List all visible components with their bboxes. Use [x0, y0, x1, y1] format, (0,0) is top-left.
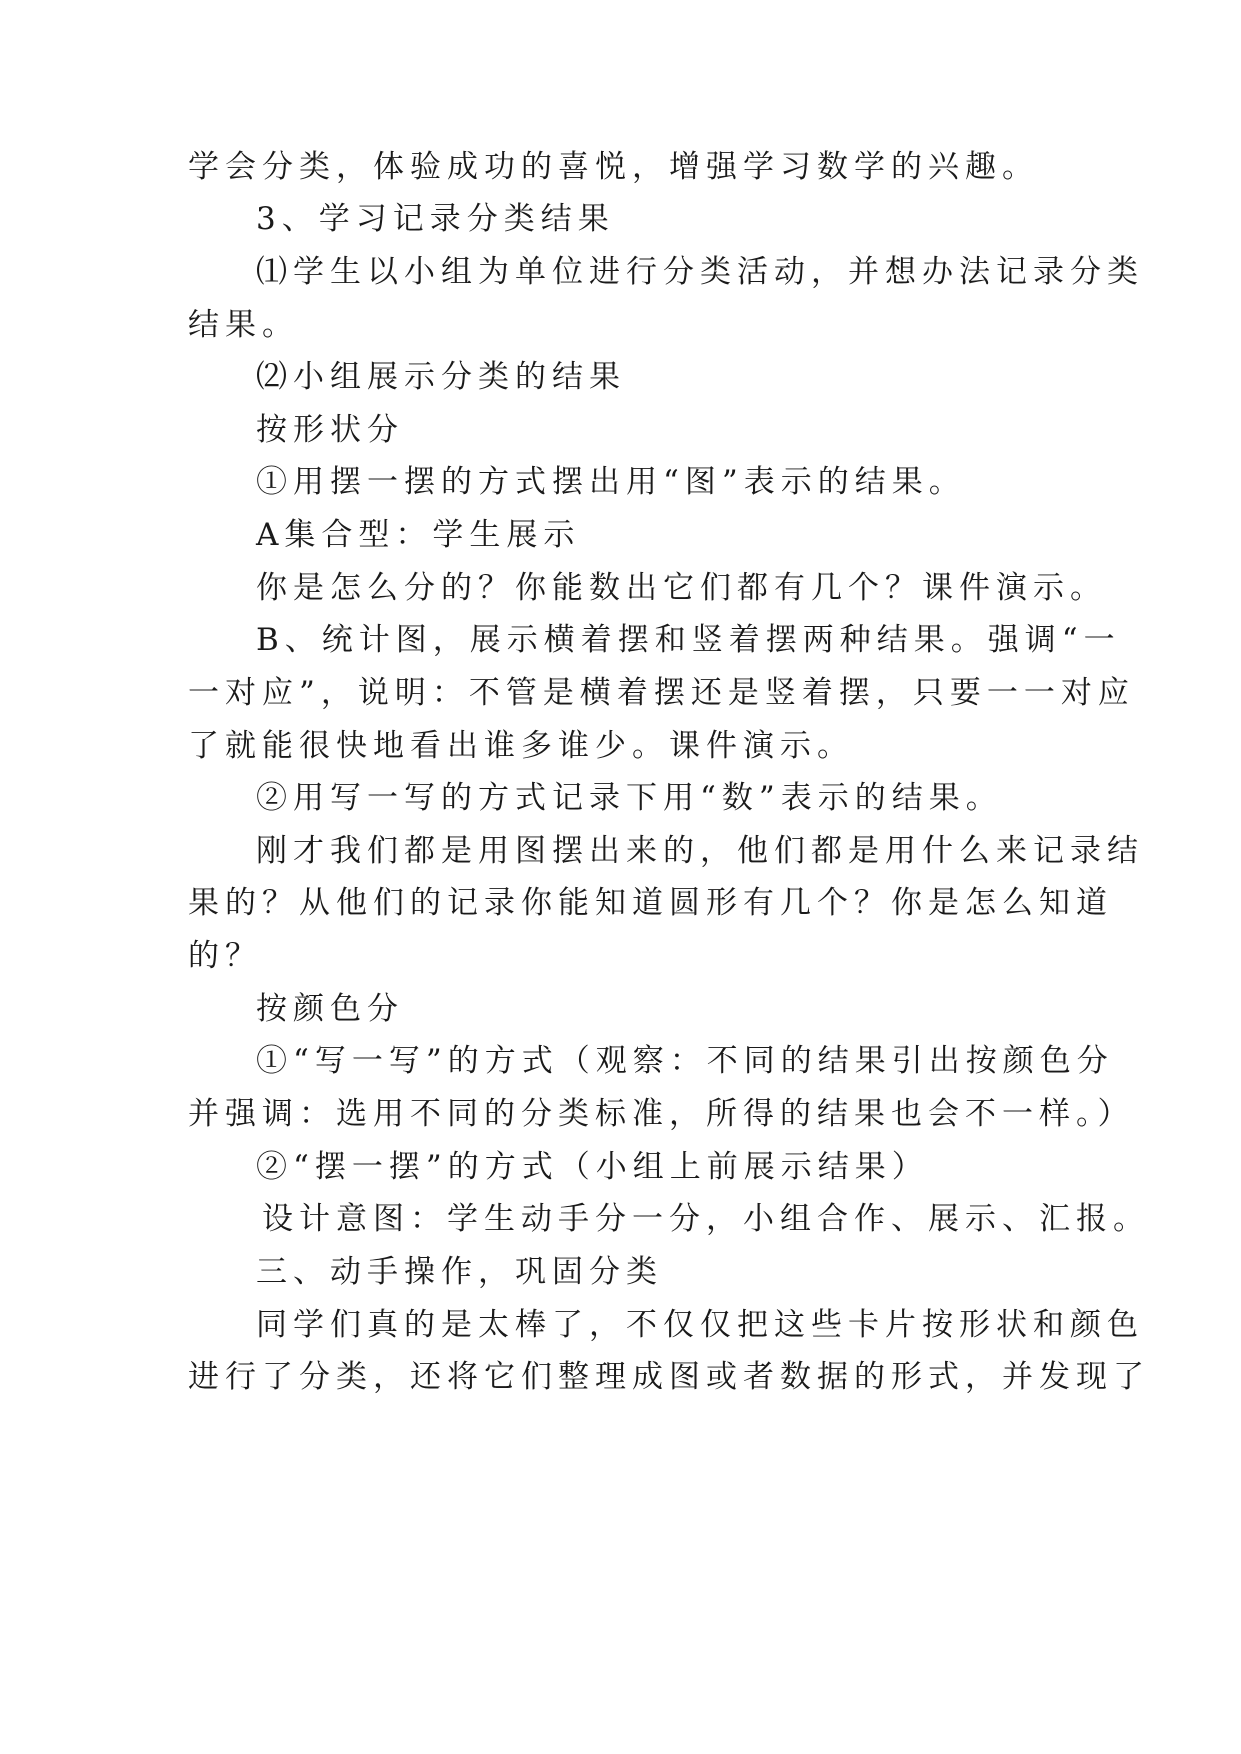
text-line-3: ⑴学生以小组为单位进行分类活动，并想办法记录分类 — [256, 254, 1144, 290]
text-line-1: 学会分类，体验成功的喜悦，增强学习数学的兴趣。 — [188, 149, 1039, 185]
text-line-16: 的？ — [188, 938, 262, 974]
text-line-23: 同学们真的是太棒了，不仅仅把这些卡片按形状和颜色 — [256, 1307, 1144, 1343]
section-heading-3: 3、学习记录分类结果 — [256, 201, 615, 237]
text-line-19: 并强调：选用不同的分类标准，所得的结果也会不一样。） — [188, 1096, 1135, 1132]
text-line-12: 了就能很快地看出谁多谁少。课件演示。 — [188, 728, 854, 764]
subheading-by-shape: 按形状分 — [256, 412, 404, 448]
text-line-10: B、统计图，展示横着摆和竖着摆两种结果。强调“一 — [256, 622, 1121, 658]
text-line-13: ②用写一写的方式记录下用“数”表示的结果。 — [256, 780, 1003, 816]
text-line-14: 刚才我们都是用图摆出来的，他们都是用什么来记录结 — [256, 833, 1144, 869]
text-line-11: 一对应”，说明：不管是横着摆还是竖着摆，只要一一对应 — [188, 675, 1135, 711]
text-line-9: 你是怎么分的？你能数出它们都有几个？课件演示。 — [256, 570, 1107, 606]
text-line-7: ①用摆一摆的方式摆出用“图”表示的结果。 — [256, 464, 966, 500]
text-line-5: ⑵小组展示分类的结果 — [256, 359, 626, 395]
section-heading-three: 三、动手操作，巩固分类 — [256, 1254, 663, 1290]
text-line-20: ②“摆一摆”的方式（小组上前展示结果） — [256, 1149, 929, 1185]
text-line-18: ①“写一写”的方式（观察：不同的结果引出按颜色分 — [256, 1043, 1114, 1079]
design-intent-line: 设计意图：学生动手分一分，小组合作、展示、汇报。 — [262, 1201, 1150, 1237]
text-line-24: 进行了分类，还将它们整理成图或者数据的形式，并发现了 — [188, 1359, 1150, 1395]
text-line-4: 结果。 — [188, 307, 299, 343]
text-line-8: A集合型：学生展示 — [256, 517, 581, 553]
subheading-by-color: 按颜色分 — [256, 991, 404, 1027]
text-line-15: 果的？从他们的记录你能知道圆形有几个？你是怎么知道 — [188, 885, 1113, 921]
